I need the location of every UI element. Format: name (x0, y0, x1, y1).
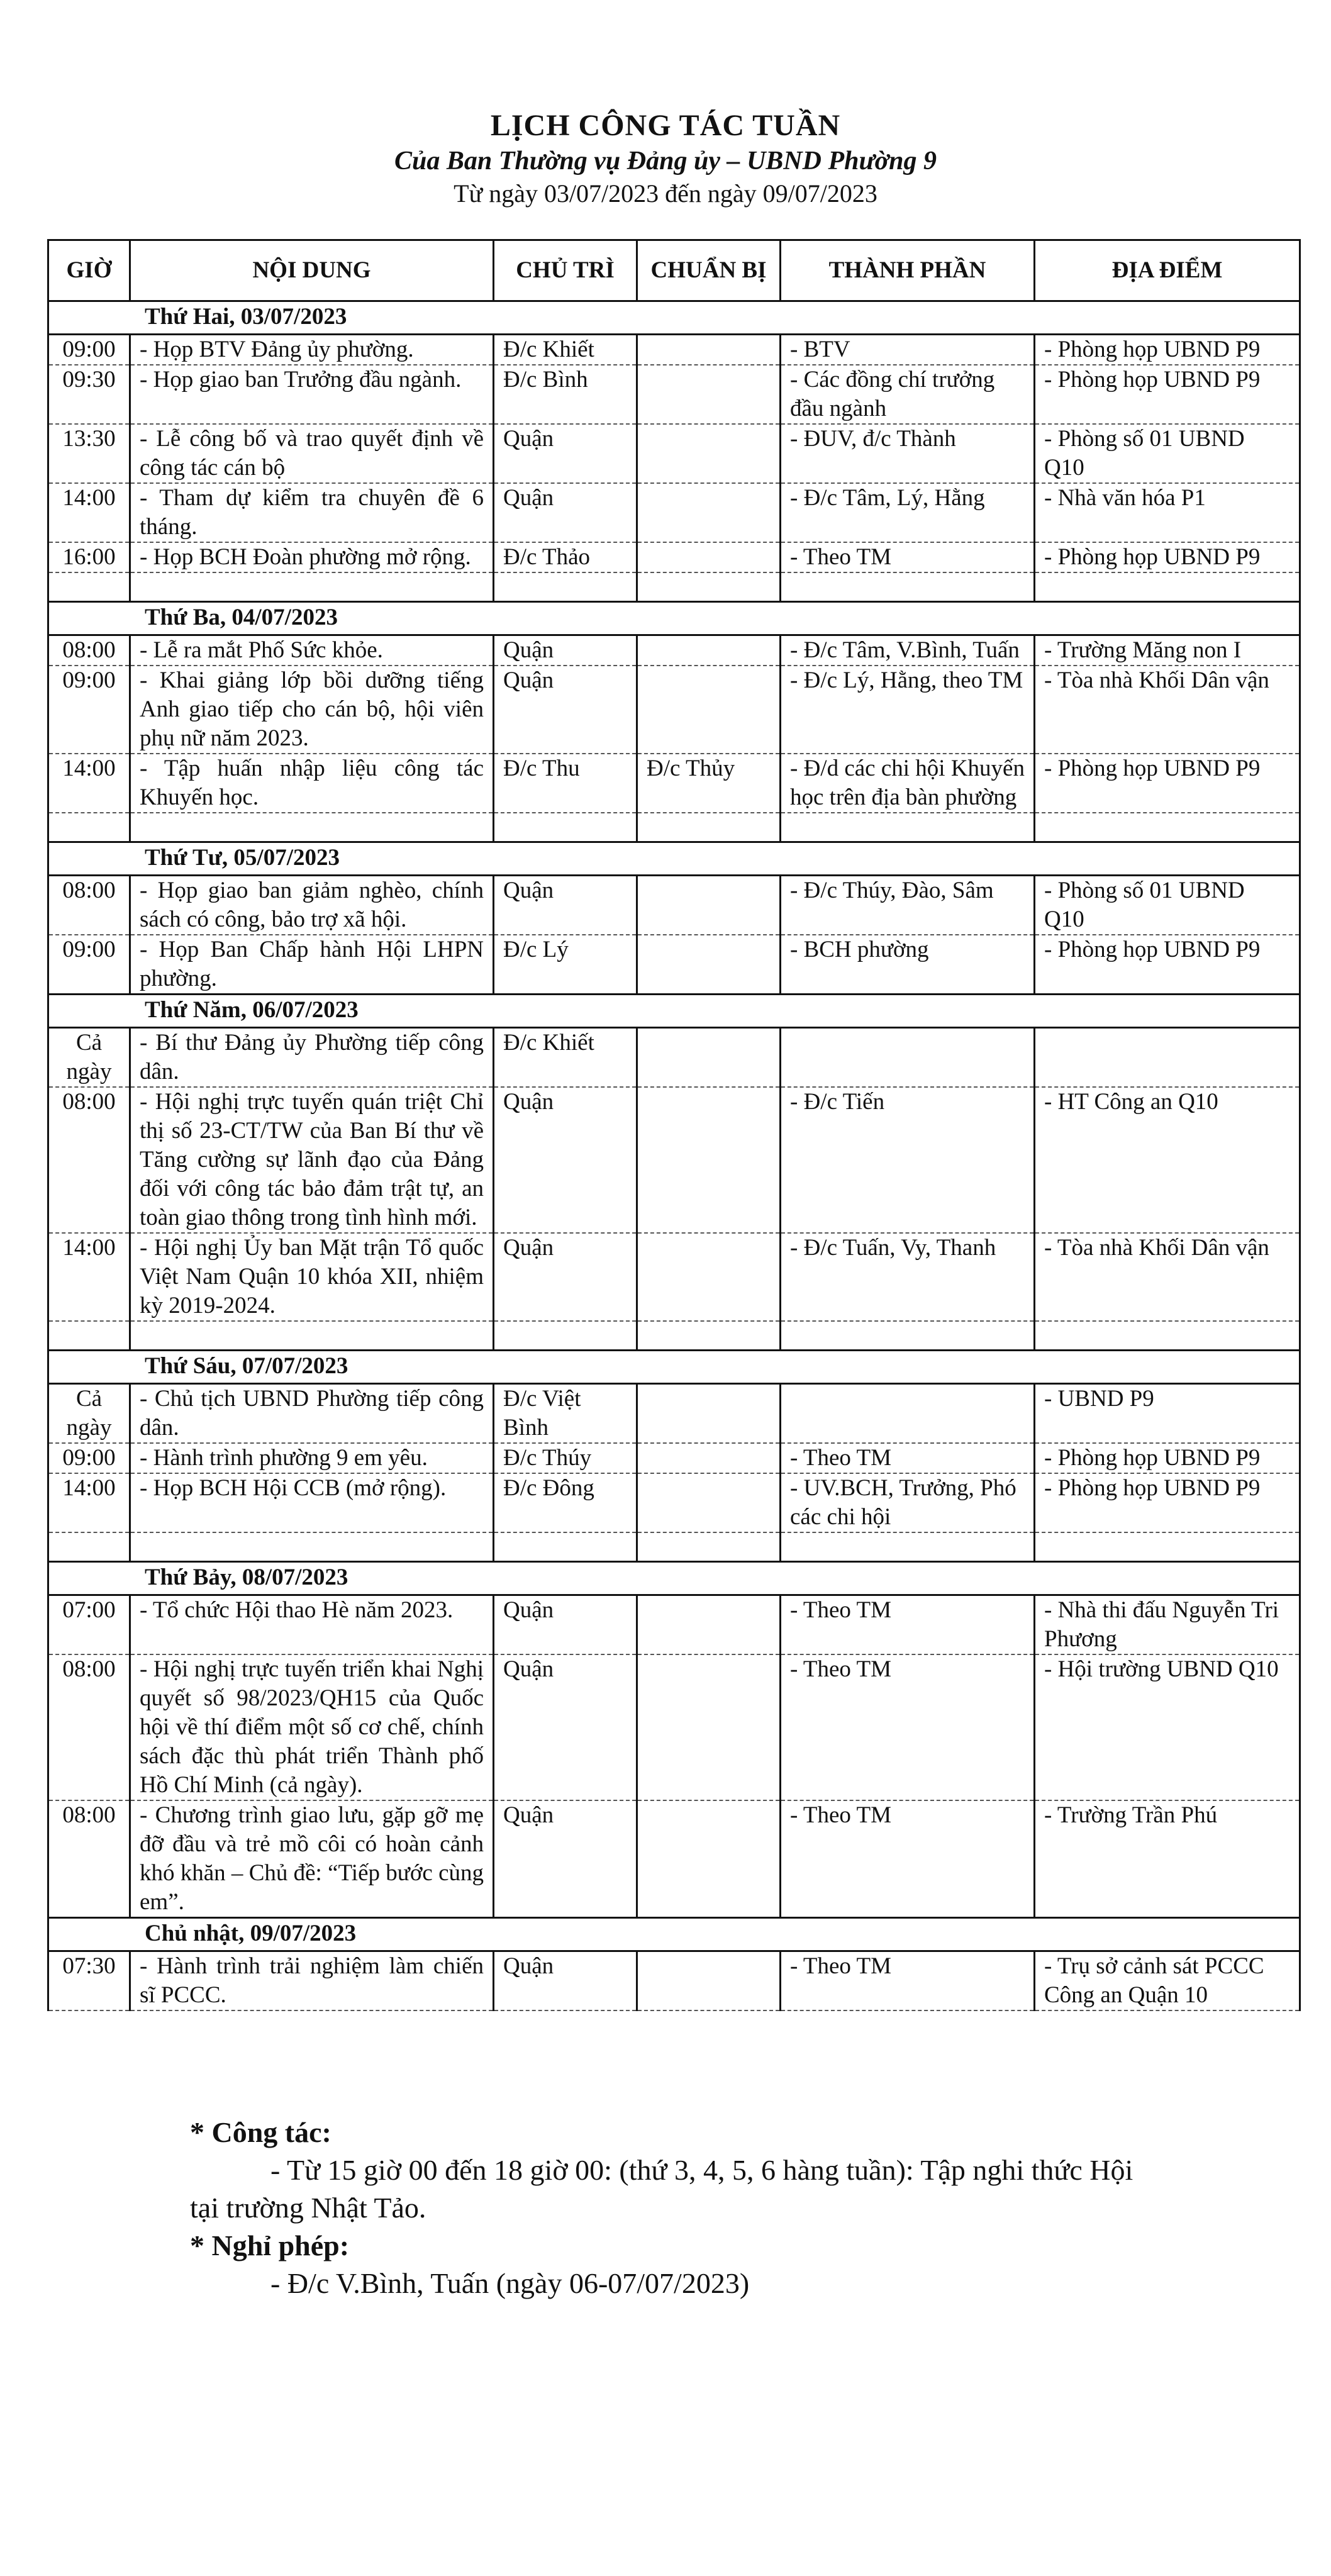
col-header-participants: THÀNH PHẦN (781, 240, 1035, 301)
work-text-continued: tại trường Nhật Tảo. (190, 2192, 426, 2224)
cell-content: - Họp giao ban giảm nghèo, chính sách có công, bảo trợ xã hội. (130, 876, 494, 935)
cell-time: 08:00 (48, 876, 130, 935)
cell-chair: Đ/c Thu (494, 754, 637, 813)
cell-prepare (637, 1595, 781, 1655)
cell-time: 13:30 (48, 424, 130, 483)
day-label: Thứ Năm, 06/07/2023 (48, 995, 1300, 1028)
table-header-row (48, 240, 1300, 301)
page-subtitle: Của Ban Thường vụ Đảng ủy – UBND Phường 9 (394, 147, 937, 176)
table-row (48, 1654, 1300, 1800)
cell-prepare (637, 876, 781, 935)
date-range: Từ ngày 03/07/2023 đến ngày 09/07/2023 (454, 179, 877, 208)
cell-location: - Phòng họp UBND P9 (1035, 754, 1300, 813)
cell-location: - Trụ sở cảnh sát PCCC Công an Quận 10 (1035, 1951, 1300, 2011)
cell-location: - Nhà thi đấu Nguyễn Tri Phương (1035, 1595, 1300, 1655)
cell-location: - Phòng họp UBND P9 (1035, 542, 1300, 572)
cell-location: - Tòa nhà Khối Dân vận (1035, 666, 1300, 754)
cell-chair: Quận (494, 424, 637, 483)
schedule-table (47, 239, 1301, 2011)
table-row (48, 1443, 1300, 1473)
cell-chair: Đ/c Khiết (494, 335, 637, 365)
cell-location: - Tòa nhà Khối Dân vận (1035, 1233, 1300, 1321)
cell-chair: Đ/c Việt Bình (494, 1384, 637, 1444)
cell-time: 07:30 (48, 1951, 130, 2011)
empty-row (48, 1321, 1300, 1351)
cell-participants: - Đ/c Thúy, Đào, Sâm (781, 876, 1035, 935)
cell-content: - Tập huấn nhập liệu công tác Khuyến học. (130, 754, 494, 813)
cell-participants: - Đ/c Tâm, V.Bình, Tuấn (781, 635, 1035, 666)
cell-prepare (637, 1384, 781, 1444)
cell-content: - Lễ ra mắt Phố Sức khỏe. (130, 635, 494, 666)
table-row (48, 935, 1300, 995)
cell-location: - Phòng họp UBND P9 (1035, 335, 1300, 365)
cell-time: 14:00 (48, 1473, 130, 1532)
cell-location: - Phòng họp UBND P9 (1035, 935, 1300, 995)
cell-prepare (637, 483, 781, 542)
cell-participants: - Theo TM (781, 1654, 1035, 1800)
cell-time: 14:00 (48, 754, 130, 813)
cell-prepare (637, 1233, 781, 1321)
cell-chair: Quận (494, 635, 637, 666)
day-header-row (48, 301, 1300, 335)
cell-content: - Họp BCH Hội CCB (mở rộng). (130, 1473, 494, 1532)
cell-participants: - Theo TM (781, 542, 1035, 572)
table-row (48, 1028, 1300, 1088)
cell-prepare (637, 666, 781, 754)
leave-heading: * Nghỉ phép: (190, 2229, 350, 2261)
cell-content: - Chủ tịch UBND Phường tiếp công dân. (130, 1384, 494, 1444)
col-header-time: GIỜ (48, 240, 130, 301)
table-row (48, 666, 1300, 754)
cell-time: 14:00 (48, 1233, 130, 1321)
cell-time: 08:00 (48, 1654, 130, 1800)
cell-participants: - Đ/c Tiến (781, 1087, 1035, 1233)
cell-time: 16:00 (48, 542, 130, 572)
day-header-row (48, 1918, 1300, 1951)
cell-participants: - Theo TM (781, 1595, 1035, 1655)
cell-participants: - Đ/c Lý, Hằng, theo TM (781, 666, 1035, 754)
table-row (48, 1384, 1300, 1444)
cell-participants: - Đ/c Tuấn, Vy, Thanh (781, 1233, 1035, 1321)
cell-time: Cả ngày (48, 1384, 130, 1444)
table-row (48, 1087, 1300, 1233)
table-row (48, 1473, 1300, 1532)
cell-prepare: Đ/c Thủy (637, 754, 781, 813)
cell-time: 09:00 (48, 666, 130, 754)
cell-prepare (637, 1443, 781, 1473)
cell-location: - Trường Măng non I (1035, 635, 1300, 666)
cell-time: 09:30 (48, 365, 130, 424)
cell-participants (781, 1028, 1035, 1088)
cell-chair: Đ/c Đông (494, 1473, 637, 1532)
cell-prepare (637, 935, 781, 995)
day-label: Chủ nhật, 09/07/2023 (48, 1918, 1300, 1951)
empty-row (48, 1532, 1300, 1562)
cell-location: - Hội trường UBND Q10 (1035, 1654, 1300, 1800)
cell-participants: - UV.BCH, Trưởng, Phó các chi hội (781, 1473, 1035, 1532)
cell-chair: Quận (494, 483, 637, 542)
day-header-row (48, 995, 1300, 1028)
cell-time: 07:00 (48, 1595, 130, 1655)
cell-prepare (637, 1654, 781, 1800)
cell-content: - Hành trình phường 9 em yêu. (130, 1443, 494, 1473)
cell-prepare (637, 635, 781, 666)
cell-content: - Khai giảng lớp bồi dưỡng tiếng Anh giao tiếp cho cán bộ, hội viên phụ nữ năm 2023. (130, 666, 494, 754)
cell-time: 08:00 (48, 635, 130, 666)
cell-time: 09:00 (48, 335, 130, 365)
cell-time: 09:00 (48, 935, 130, 995)
col-header-location: ĐỊA ĐIỂM (1035, 240, 1300, 301)
cell-chair: Đ/c Thúy (494, 1443, 637, 1473)
cell-time: 08:00 (48, 1087, 130, 1233)
cell-content: - Hội nghị Ủy ban Mặt trận Tổ quốc Việt Nam Quận 10 khóa XII, nhiệm kỳ 2019-2024. (130, 1233, 494, 1321)
table-row (48, 424, 1300, 483)
cell-time: 08:00 (48, 1800, 130, 1918)
page-title: LỊCH CÔNG TÁC TUẦN (490, 109, 841, 142)
table-row (48, 1595, 1300, 1655)
cell-prepare (637, 1951, 781, 2011)
col-header-chair: CHỦ TRÌ (494, 240, 637, 301)
day-header-row (48, 602, 1300, 635)
day-label: Thứ Ba, 04/07/2023 (48, 602, 1300, 635)
day-label: Thứ Hai, 03/07/2023 (48, 301, 1300, 335)
cell-time: 14:00 (48, 483, 130, 542)
cell-participants: - Đ/d các chi hội Khuyến học trên địa bàn phường (781, 754, 1035, 813)
cell-prepare (637, 1087, 781, 1233)
cell-chair: Quận (494, 666, 637, 754)
cell-location: - Phòng họp UBND P9 (1035, 1473, 1300, 1532)
cell-chair: Quận (494, 1595, 637, 1655)
cell-chair: Quận (494, 1233, 637, 1321)
cell-participants: - Theo TM (781, 1443, 1035, 1473)
cell-location: - UBND P9 (1035, 1384, 1300, 1444)
cell-chair: Đ/c Khiết (494, 1028, 637, 1088)
table-row (48, 1800, 1300, 1918)
cell-content: - Họp BTV Đảng ủy phường. (130, 335, 494, 365)
table-row (48, 1233, 1300, 1321)
cell-chair: Quận (494, 1654, 637, 1800)
work-heading: * Công tác: (190, 2116, 331, 2148)
cell-content: - Hội nghị trực tuyến triển khai Nghị quyết số 98/2023/QH15 của Quốc hội về thí điểm một số cơ chế, chính sách đặc thù phát triển Thành phố Hồ Chí Minh (cả ngày). (130, 1654, 494, 1800)
day-label: Thứ Tư, 05/07/2023 (48, 842, 1300, 876)
cell-chair: Đ/c Lý (494, 935, 637, 995)
cell-content: - Chương trình giao lưu, gặp gỡ mẹ đỡ đầu và trẻ mồ côi có hoàn cảnh khó khăn – Chủ đề: “Tiếp bước cùng em”. (130, 1800, 494, 1918)
cell-content: - Tham dự kiểm tra chuyên đề 6 tháng. (130, 483, 494, 542)
cell-prepare (637, 542, 781, 572)
table-row (48, 365, 1300, 424)
cell-prepare (637, 335, 781, 365)
cell-chair: Quận (494, 1951, 637, 2011)
table-row (48, 876, 1300, 935)
leave-text: - Đ/c V.Bình, Tuấn (ngày 06-07/07/2023) (270, 2267, 750, 2299)
cell-prepare (637, 365, 781, 424)
cell-chair: Quận (494, 1800, 637, 1918)
cell-prepare (637, 424, 781, 483)
cell-chair: Đ/c Thảo (494, 542, 637, 572)
cell-chair: Quận (494, 876, 637, 935)
cell-content: - Họp giao ban Trưởng đầu ngành. (130, 365, 494, 424)
cell-participants (781, 1384, 1035, 1444)
work-text: - Từ 15 giờ 00 đến 18 giờ 00: (thứ 3, 4, 5, 6 hàng tuần): Tập nghi thức Hội (270, 2154, 1133, 2186)
cell-location: - Phòng số 01 UBND Q10 (1035, 876, 1300, 935)
table-row (48, 635, 1300, 666)
table-row (48, 483, 1300, 542)
cell-participants: - Theo TM (781, 1800, 1035, 1918)
cell-participants: - Đ/c Tâm, Lý, Hằng (781, 483, 1035, 542)
cell-participants: - BCH phường (781, 935, 1035, 995)
cell-location: - Phòng họp UBND P9 (1035, 1443, 1300, 1473)
table-row (48, 542, 1300, 572)
day-header-row (48, 842, 1300, 876)
empty-row (48, 813, 1300, 842)
cell-participants: - ĐUV, đ/c Thành (781, 424, 1035, 483)
table-row (48, 1951, 1300, 2011)
col-header-content: NỘI DUNG (130, 240, 494, 301)
notes-section (190, 2114, 1259, 2302)
cell-content: - Lễ công bố và trao quyết định về công tác cán bộ (130, 424, 494, 483)
day-header-row (48, 1562, 1300, 1595)
cell-location: - Nhà văn hóa P1 (1035, 483, 1300, 542)
cell-content: - Hội nghị trực tuyến quán triệt Chỉ thị số 23-CT/TW của Ban Bí thư về Tăng cường sự lãnh đạo của Đảng đối với công tác bảo đảm trật tự, an toàn giao thông trong tình hình mới. (130, 1087, 494, 1233)
cell-location: - Phòng họp UBND P9 (1035, 365, 1300, 424)
empty-row (48, 572, 1300, 602)
cell-content: - Hành trình trải nghiệm làm chiến sĩ PCCC. (130, 1951, 494, 2011)
cell-participants: - Theo TM (781, 1951, 1035, 2011)
cell-chair: Quận (494, 1087, 637, 1233)
cell-prepare (637, 1800, 781, 1918)
cell-location (1035, 1028, 1300, 1088)
cell-location: - Phòng số 01 UBND Q10 (1035, 424, 1300, 483)
table-row (48, 754, 1300, 813)
col-header-prepare: CHUẨN BỊ (637, 240, 781, 301)
cell-participants: - Các đồng chí trưởng đầu ngành (781, 365, 1035, 424)
day-label: Thứ Sáu, 07/07/2023 (48, 1351, 1300, 1384)
cell-content: - Tổ chức Hội thao Hè năm 2023. (130, 1595, 494, 1655)
cell-location: - Trường Trần Phú (1035, 1800, 1300, 1918)
cell-content: - Họp BCH Đoàn phường mở rộng. (130, 542, 494, 572)
table-row (48, 335, 1300, 365)
cell-content: - Họp Ban Chấp hành Hội LHPN phường. (130, 935, 494, 995)
cell-time: 09:00 (48, 1443, 130, 1473)
cell-participants: - BTV (781, 335, 1035, 365)
cell-chair: Đ/c Bình (494, 365, 637, 424)
day-header-row (48, 1351, 1300, 1384)
cell-prepare (637, 1473, 781, 1532)
cell-time: Cả ngày (48, 1028, 130, 1088)
cell-location: - HT Công an Q10 (1035, 1087, 1300, 1233)
cell-prepare (637, 1028, 781, 1088)
cell-content: - Bí thư Đảng ủy Phường tiếp công dân. (130, 1028, 494, 1088)
day-label: Thứ Bảy, 08/07/2023 (48, 1562, 1300, 1595)
